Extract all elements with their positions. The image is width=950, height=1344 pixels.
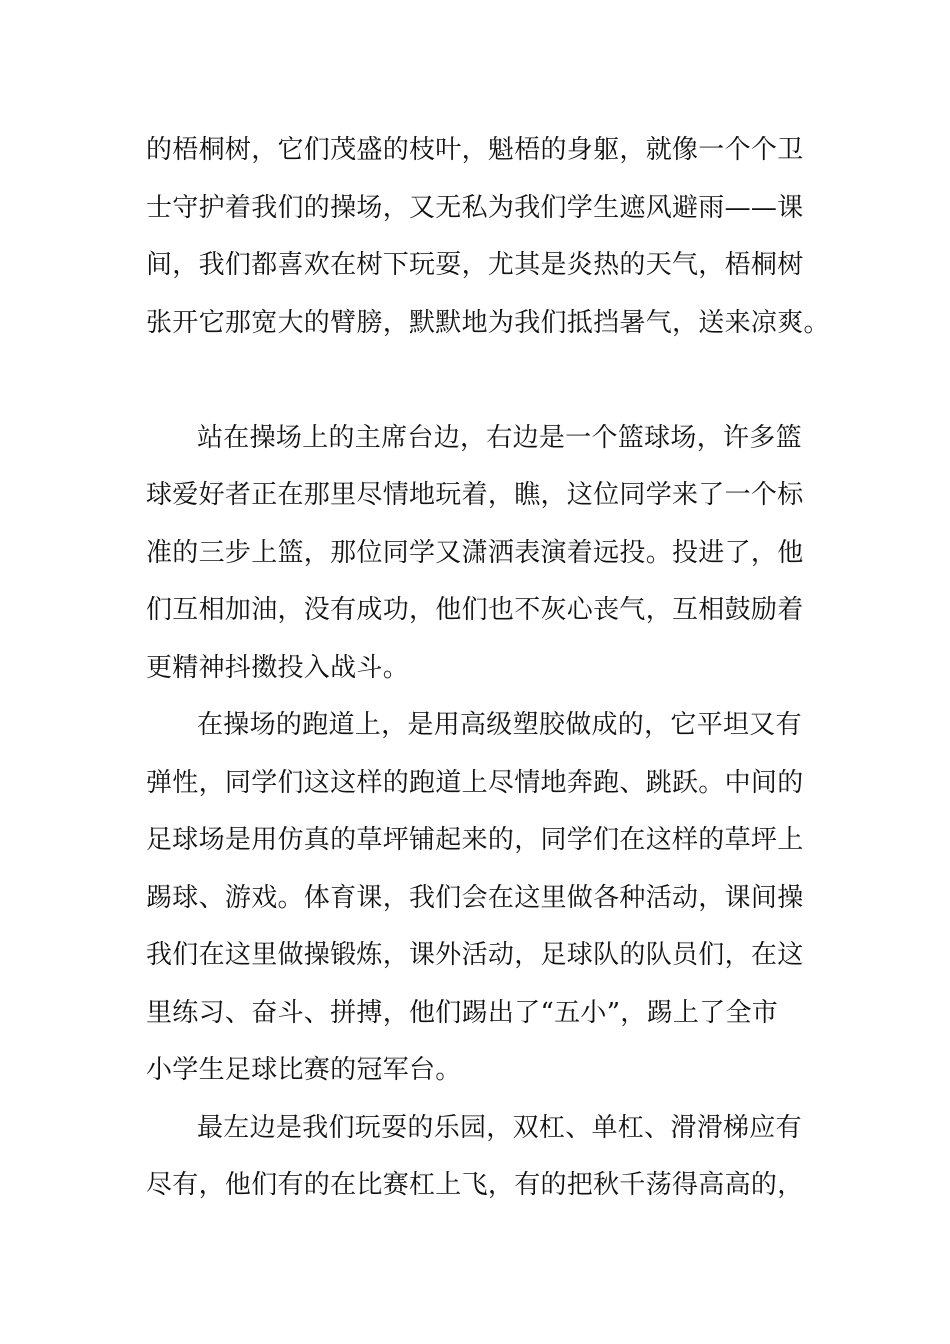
paragraph-line: 球爱好者正在那里尽情地玩着，瞧，这位同学来了一个标 bbox=[146, 480, 804, 510]
paragraph-line: 士守护着我们的操场，又无私为我们学生遮风避雨——课 bbox=[146, 193, 804, 223]
paragraph-line: 间，我们都喜欢在树下玩耍，尤其是炎热的天气，梧桐树 bbox=[146, 250, 804, 280]
paragraph-line: 尽有，他们有的在比赛杠上飞，有的把秋千荡得高高的， bbox=[146, 1170, 804, 1200]
paragraph-line: 准的三步上篮，那位同学又潇洒表演着远投。投进了，他 bbox=[146, 538, 804, 568]
paragraph-line: 最左边是我们玩耍的乐园，双杠、单杠、滑滑梯应有 bbox=[197, 1113, 802, 1143]
paragraph-line: 里练习、奋斗、拼搏，他们踢出了“五小”，踢上了全市 bbox=[146, 998, 779, 1028]
paragraph-line: 小学生足球比赛的冠军台。 bbox=[146, 1055, 462, 1085]
paragraph-line: 更精神抖擞投入战斗。 bbox=[146, 653, 410, 683]
paragraph-line: 足球场是用仿真的草坪铺起来的，同学们在这样的草坪上 bbox=[146, 825, 804, 855]
paragraph-line: 弹性，同学们这这样的跑道上尽情地奔跑、跳跃。中间的 bbox=[146, 768, 804, 798]
paragraph-line: 踢球、游戏。体育课，我们会在这里做各种活动，课间操 bbox=[146, 883, 804, 913]
paragraph-line: 们互相加油，没有成功，他们也不灰心丧气，互相鼓励着 bbox=[146, 595, 804, 625]
paragraph-line: 在操场的跑道上，是用高级塑胶做成的，它平坦又有 bbox=[197, 710, 802, 740]
paragraph-line: 张开它那宽大的臂膀，默默地为我们抵挡暑气，送来凉爽。 bbox=[146, 308, 830, 338]
paragraph-line: 我们在这里做操锻炼，课外活动，足球队的队员们，在这 bbox=[146, 940, 804, 970]
paragraph-line: 站在操场上的主席台边，右边是一个篮球场，许多篮 bbox=[197, 423, 802, 453]
paragraph-line: 的梧桐树，它们茂盛的枝叶，魁梧的身躯，就像一个个卫 bbox=[146, 135, 804, 165]
